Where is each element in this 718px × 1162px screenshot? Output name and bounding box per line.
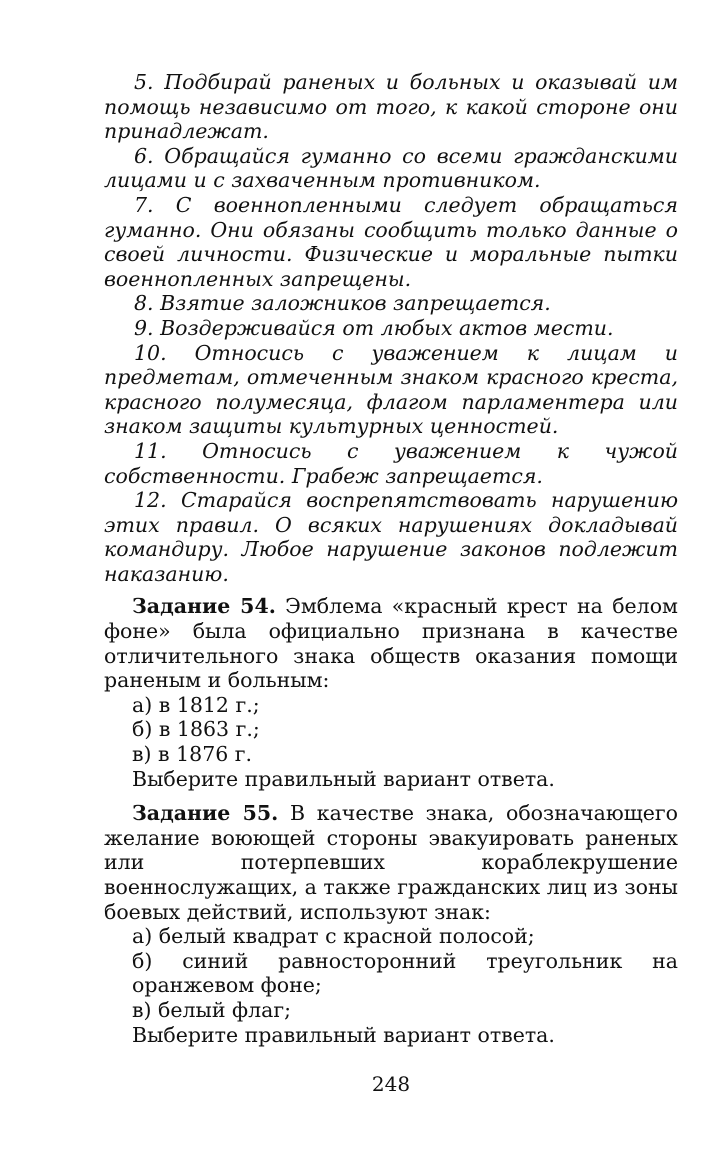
- task-55-label: Задание 55.: [132, 801, 279, 826]
- rule-12: 12. Старайся воспрепятствовать нарушению этих правил. О всяких нарушениях докладывай командиру. Любое нарушение законов подлежит наказанию.: [104, 488, 678, 586]
- rule-8: 8. Взятие заложников запрещается.: [134, 291, 551, 316]
- task-54-option-a: а) в 1812 г.;: [132, 692, 260, 717]
- task-55-option-b: б) синий равносторонний треугольник на оранжевом фоне;: [132, 948, 678, 998]
- task-54-option-b: б) в 1863 г.;: [132, 717, 260, 742]
- page-number: 248: [371, 1072, 411, 1096]
- task-54-instruction: Выберите правильный вариант ответа.: [132, 766, 555, 791]
- rule-9: 9. Воздерживайся от любых актов мести.: [134, 315, 614, 340]
- task-54-label: Задание 54.: [132, 594, 276, 619]
- task-54-text: Эмблема «красный крест на белом фоне» была официально признана в качестве отличительного знака обществ оказания помощи раненым и больным:: [104, 594, 678, 693]
- rule-11: 11. Относись с уважением к чужой собственности. Грабеж запрещается.: [104, 438, 678, 488]
- rule-6: 6. Обращайся гуманно со всеми гражданскими лицами и с захваченным противником.: [104, 143, 678, 193]
- rule-10: 10. Относись с уважением к лицам и предметам, отмеченным знаком красного креста, красного полумесяца, флагом парламентера или знаком защиты культурных ценностей.: [104, 340, 678, 439]
- task-54: [104, 594, 678, 692]
- task-55-instruction: Выберите правильный вариант ответа.: [132, 1022, 555, 1047]
- task-55-option-c: в) белый флаг;: [132, 997, 291, 1022]
- rule-7: 7. С военнопленными следует обращаться гуманно. Они обязаны сообщить только данные о своей личности. Физические и моральные пытки военнопленных запрещены.: [104, 192, 678, 291]
- task-54-option-c: в) в 1876 г.: [132, 742, 253, 767]
- task-55-text: В качестве знака, обозначающего желание воюющей стороны эвакуировать раненых или потерпевших кораблекрушение военнослужащих, а также гражданских лиц из зоны боевых действий, используют знак:: [104, 801, 678, 924]
- task-55-option-a: а) белый квадрат с красной полосой;: [132, 924, 535, 949]
- rule-5: 5. Подбирай раненых и больных и оказывай им помощь независимо от того, к какой стороне они принадлежат.: [104, 70, 678, 144]
- task-55: [104, 801, 678, 924]
